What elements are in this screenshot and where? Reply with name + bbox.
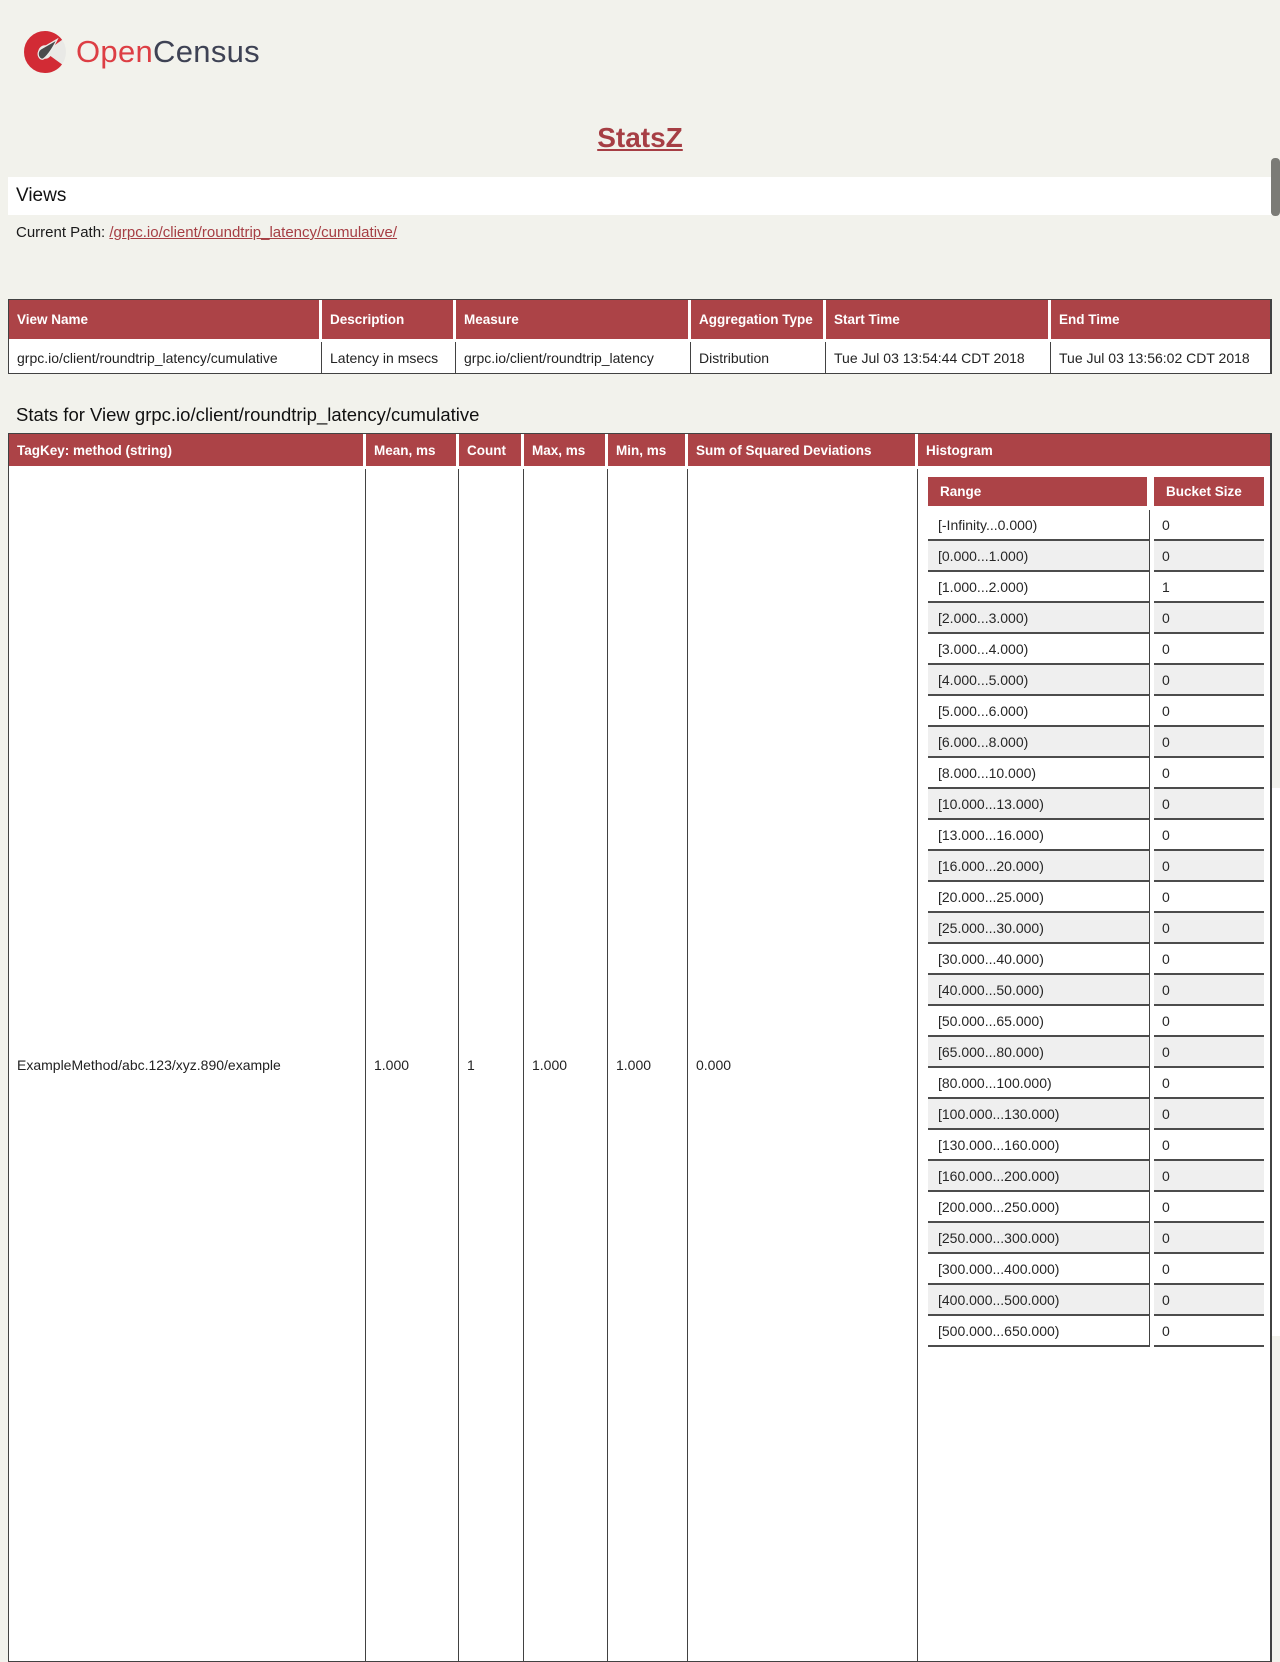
histogram-range-cell: [0.000...1.000) bbox=[928, 541, 1150, 572]
col-bucket-size: Bucket Size bbox=[1154, 477, 1264, 510]
histogram-range-cell: [8.000...10.000) bbox=[928, 758, 1150, 789]
col-max-ms: Max, ms bbox=[524, 434, 608, 469]
histogram-row bbox=[928, 1068, 1264, 1099]
histogram-bucket-size-cell: 0 bbox=[1154, 1130, 1264, 1161]
histogram-row bbox=[928, 1130, 1264, 1161]
views-table-header-row bbox=[9, 300, 1270, 342]
histogram-row bbox=[928, 572, 1264, 603]
col-view-name: View Name bbox=[9, 300, 322, 342]
histogram-range-cell: [25.000...30.000) bbox=[928, 913, 1150, 944]
histogram-range-cell: [16.000...20.000) bbox=[928, 851, 1150, 882]
stats-for-view-heading: Stats for View grpc.io/client/roundtrip_latency/cumulative bbox=[16, 404, 480, 425]
histogram-bucket-size-cell: 0 bbox=[1154, 944, 1264, 975]
histogram-row bbox=[928, 820, 1264, 851]
histogram-bucket-size-cell: 0 bbox=[1154, 820, 1264, 851]
histogram-bucket-size-cell: 0 bbox=[1154, 789, 1264, 820]
histogram-row bbox=[928, 541, 1264, 572]
histogram-bucket-size-cell: 0 bbox=[1154, 913, 1264, 944]
histogram-range-cell: [5.000...6.000) bbox=[928, 696, 1150, 727]
histogram-range-cell: [300.000...400.000) bbox=[928, 1254, 1150, 1285]
current-path bbox=[8, 215, 1272, 247]
views-table-row bbox=[9, 342, 1270, 373]
cell-min-ms: 1.000 bbox=[608, 469, 688, 1661]
histogram-row bbox=[928, 1285, 1264, 1316]
histogram-range-cell: [40.000...50.000) bbox=[928, 975, 1150, 1006]
col-count: Count bbox=[459, 434, 524, 469]
histogram-bucket-size-cell: 0 bbox=[1154, 1285, 1264, 1316]
opencensus-wordmark bbox=[76, 34, 260, 70]
logo-census-text: Census bbox=[153, 34, 260, 69]
histogram-range-cell: [250.000...300.000) bbox=[928, 1223, 1150, 1254]
histogram-row bbox=[928, 1192, 1264, 1223]
histogram-bucket-size-cell: 0 bbox=[1154, 758, 1264, 789]
cell-view-name: grpc.io/client/roundtrip_latency/cumulative bbox=[9, 342, 322, 373]
histogram-bucket-size-cell: 0 bbox=[1154, 541, 1264, 572]
cell-measure: grpc.io/client/roundtrip_latency bbox=[456, 342, 691, 373]
histogram-range-cell: [160.000...200.000) bbox=[928, 1161, 1150, 1192]
histogram-bucket-size-cell: 0 bbox=[1154, 1223, 1264, 1254]
histogram-bucket-size-cell: 0 bbox=[1154, 851, 1264, 882]
histogram-bucket-size-cell: 0 bbox=[1154, 1068, 1264, 1099]
histogram-range-cell: [80.000...100.000) bbox=[928, 1068, 1150, 1099]
histogram-bucket-size-cell: 0 bbox=[1154, 975, 1264, 1006]
col-measure: Measure bbox=[456, 300, 691, 342]
histogram-range-cell: [6.000...8.000) bbox=[928, 727, 1150, 758]
histogram-bucket-size-cell: 0 bbox=[1154, 665, 1264, 696]
histogram-row bbox=[928, 510, 1264, 541]
histogram-row bbox=[928, 975, 1264, 1006]
histogram-row bbox=[928, 696, 1264, 727]
views-table bbox=[8, 299, 1272, 374]
histogram-row bbox=[928, 665, 1264, 696]
histogram-range-cell: [10.000...13.000) bbox=[928, 789, 1150, 820]
stats-table-header-row bbox=[9, 434, 1270, 469]
views-section-band bbox=[8, 177, 1272, 215]
cell-count: 1 bbox=[459, 469, 524, 1661]
histogram-bucket-size-cell: 0 bbox=[1154, 1099, 1264, 1130]
histogram-bucket-size-cell: 0 bbox=[1154, 1037, 1264, 1068]
cell-tag-value: ExampleMethod/abc.123/xyz.890/example bbox=[9, 469, 366, 1661]
histogram-row bbox=[928, 944, 1264, 975]
current-path-label: Current Path: bbox=[16, 224, 106, 241]
histogram-bucket-size-cell: 0 bbox=[1154, 1161, 1264, 1192]
histogram-range-cell: [2.000...3.000) bbox=[928, 603, 1150, 634]
histogram-row bbox=[928, 1099, 1264, 1130]
col-tagkey: TagKey: method (string) bbox=[9, 434, 366, 469]
histogram-range-cell: [200.000...250.000) bbox=[928, 1192, 1150, 1223]
histogram-bucket-size-cell: 0 bbox=[1154, 1254, 1264, 1285]
histogram-bucket-size-cell: 0 bbox=[1154, 634, 1264, 665]
col-end-time: End Time bbox=[1051, 300, 1270, 342]
histogram-bucket-size-cell: 0 bbox=[1154, 727, 1264, 758]
histogram-row bbox=[928, 851, 1264, 882]
col-description: Description bbox=[322, 300, 456, 342]
vertical-scrollbar-thumb[interactable] bbox=[1271, 158, 1280, 216]
cell-aggregation-type: Distribution bbox=[691, 342, 826, 373]
histogram-range-cell: [30.000...40.000) bbox=[928, 944, 1150, 975]
histogram-range-cell: [65.000...80.000) bbox=[928, 1037, 1150, 1068]
histogram-row bbox=[928, 789, 1264, 820]
histogram-row bbox=[928, 758, 1264, 789]
histogram-table bbox=[928, 477, 1264, 1347]
opencensus-gauge-icon bbox=[24, 31, 66, 73]
histogram-row bbox=[928, 727, 1264, 758]
page-right-gutter bbox=[1272, 788, 1280, 1336]
opencensus-logo bbox=[8, 0, 1272, 74]
histogram-range-cell: [1.000...2.000) bbox=[928, 572, 1150, 603]
histogram-range-cell: [4.000...5.000) bbox=[928, 665, 1150, 696]
cell-sum-squared-deviations: 0.000 bbox=[688, 469, 918, 1661]
histogram-range-cell: [-Infinity...0.000) bbox=[928, 510, 1150, 541]
histogram-row bbox=[928, 603, 1264, 634]
histogram-header-row bbox=[928, 477, 1264, 510]
histogram-range-cell: [130.000...160.000) bbox=[928, 1130, 1150, 1161]
stats-table bbox=[8, 433, 1272, 1662]
histogram-row bbox=[928, 1254, 1264, 1285]
cell-start-time: Tue Jul 03 13:54:44 CDT 2018 bbox=[826, 342, 1051, 373]
views-heading: Views bbox=[16, 185, 67, 206]
col-aggregation-type: Aggregation Type bbox=[691, 300, 826, 342]
col-mean-ms: Mean, ms bbox=[366, 434, 459, 469]
histogram-bucket-size-cell: 0 bbox=[1154, 1192, 1264, 1223]
histogram-body bbox=[928, 510, 1264, 1347]
histogram-range-cell: [3.000...4.000) bbox=[928, 634, 1150, 665]
col-min-ms: Min, ms bbox=[608, 434, 688, 469]
logo-open-text: Open bbox=[76, 34, 154, 69]
histogram-row bbox=[928, 882, 1264, 913]
col-range: Range bbox=[928, 477, 1150, 510]
histogram-range-cell: [400.000...500.000) bbox=[928, 1285, 1150, 1316]
cell-mean-ms: 1.000 bbox=[366, 469, 459, 1661]
histogram-bucket-size-cell: 0 bbox=[1154, 882, 1264, 913]
histogram-bucket-size-cell: 0 bbox=[1154, 696, 1264, 727]
histogram-row bbox=[928, 1316, 1264, 1347]
histogram-range-cell: [13.000...16.000) bbox=[928, 820, 1150, 851]
histogram-bucket-size-cell: 1 bbox=[1154, 572, 1264, 603]
cell-histogram bbox=[918, 469, 1270, 1661]
cell-end-time: Tue Jul 03 13:56:02 CDT 2018 bbox=[1059, 349, 1250, 366]
histogram-range-cell: [20.000...25.000) bbox=[928, 882, 1150, 913]
col-start-time: Start Time bbox=[826, 300, 1051, 342]
histogram-range-cell: [100.000...130.000) bbox=[928, 1099, 1150, 1130]
histogram-row bbox=[928, 1161, 1264, 1192]
histogram-row bbox=[928, 1006, 1264, 1037]
histogram-row bbox=[928, 634, 1264, 665]
stats-table-row bbox=[9, 469, 1270, 1661]
histogram-bucket-size-cell: 0 bbox=[1154, 1316, 1264, 1347]
histogram-row bbox=[928, 1223, 1264, 1254]
cell-max-ms: 1.000 bbox=[524, 469, 608, 1661]
col-sum-squared-deviations: Sum of Squared Deviations bbox=[688, 434, 918, 469]
histogram-row bbox=[928, 913, 1264, 944]
histogram-range-cell: [50.000...65.000) bbox=[928, 1006, 1150, 1037]
current-path-link[interactable]: /grpc.io/client/roundtrip_latency/cumulative/ bbox=[109, 224, 398, 241]
col-histogram: Histogram bbox=[918, 434, 1270, 469]
histogram-bucket-size-cell: 0 bbox=[1154, 1006, 1264, 1037]
histogram-bucket-size-cell: 0 bbox=[1154, 510, 1264, 541]
histogram-bucket-size-cell: 0 bbox=[1154, 603, 1264, 634]
statsz-title-link[interactable]: StatsZ bbox=[597, 122, 683, 153]
cell-description: Latency in msecs bbox=[322, 342, 456, 373]
histogram-range-cell: [500.000...650.000) bbox=[928, 1316, 1150, 1347]
histogram-row bbox=[928, 1037, 1264, 1068]
